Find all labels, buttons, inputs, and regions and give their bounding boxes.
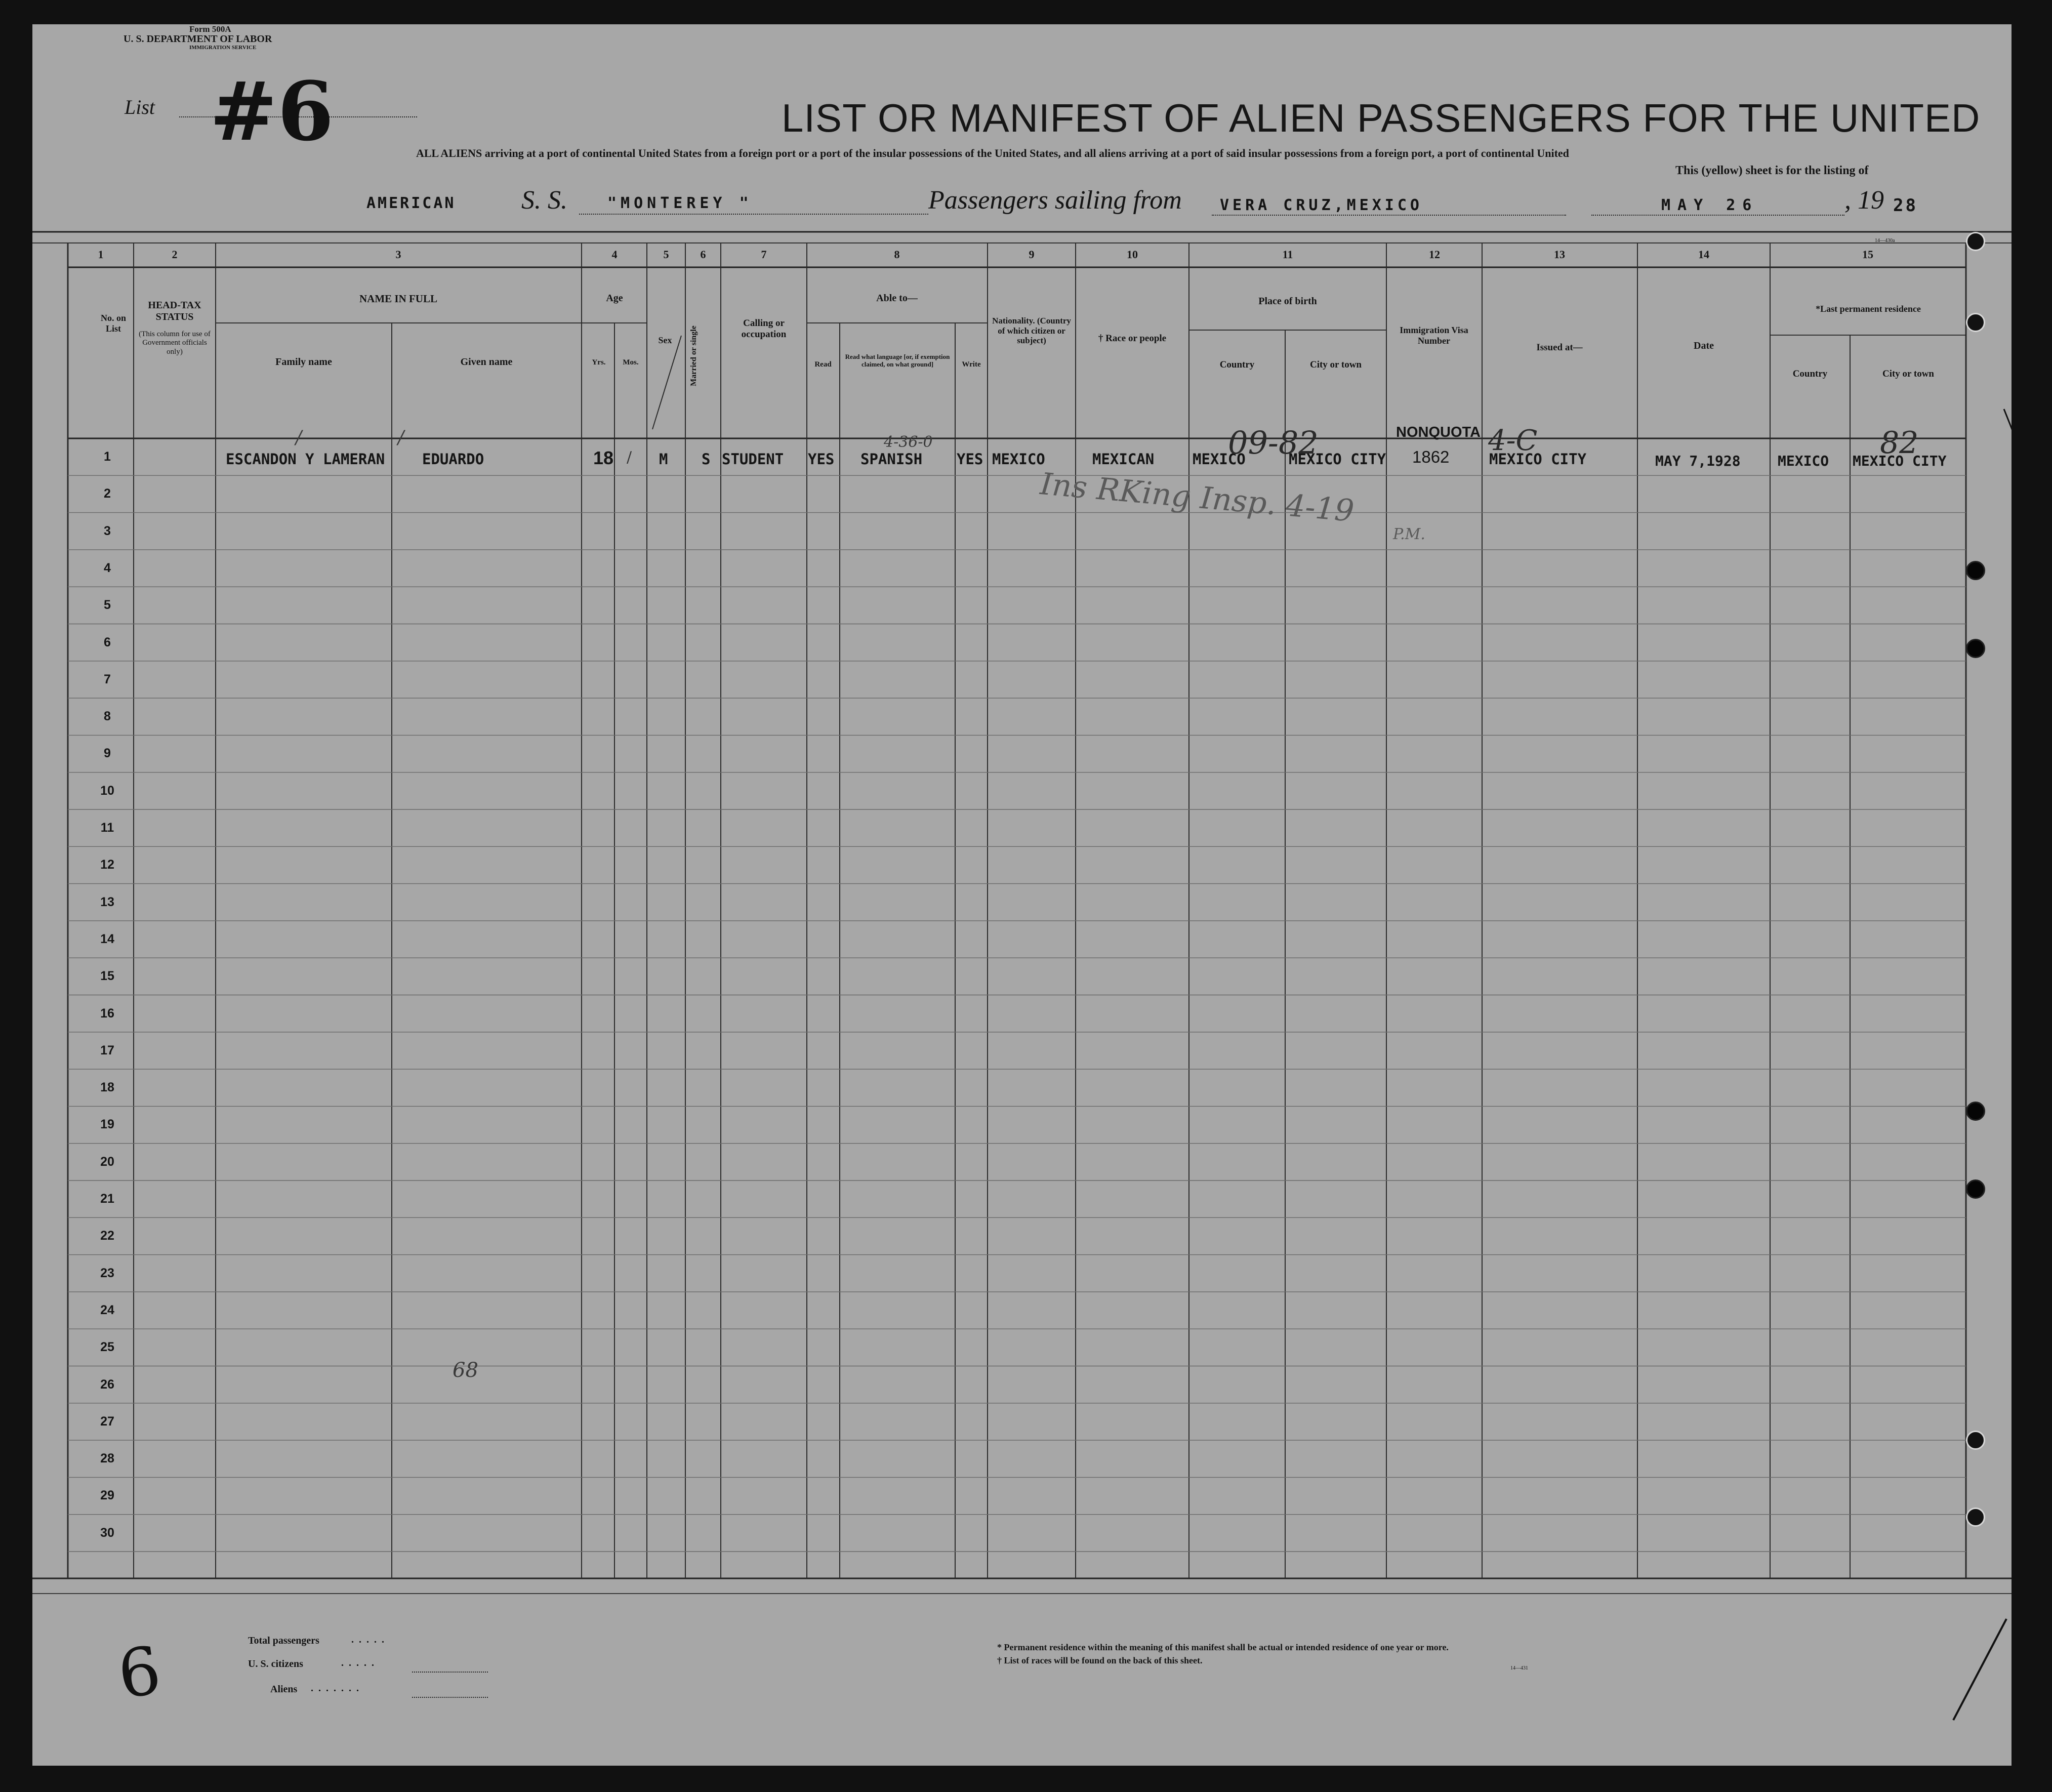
column-number: 5 xyxy=(663,248,669,261)
row-number: 25 xyxy=(100,1340,114,1355)
total-passengers-label: Total passengers xyxy=(248,1635,319,1646)
column-number: 8 xyxy=(894,248,900,261)
row-number: 28 xyxy=(100,1451,114,1466)
department-name: U. S. DEPARTMENT OF LABOR xyxy=(124,33,272,45)
table-grid xyxy=(32,24,2012,1766)
entry-birth-country: MEXICO xyxy=(1193,451,1246,468)
age-checkmark: / xyxy=(627,449,632,466)
column-number: 9 xyxy=(1029,248,1035,261)
entry-marital: S xyxy=(702,451,711,468)
header-last-residence: *Last permanent residence xyxy=(1816,304,1921,314)
header-calling: Calling or occupation xyxy=(741,318,787,340)
year-prefix: , 19 xyxy=(1844,186,1884,215)
departure-port: VERA CRUZ,MEXICO xyxy=(1220,196,1423,214)
header-issued-at: Issued at— xyxy=(1536,342,1583,353)
row-number: 30 xyxy=(100,1525,114,1540)
ss-label: S. S. xyxy=(521,186,567,215)
header-birth-city: City or town xyxy=(1309,359,1362,370)
row-number: 2 xyxy=(104,486,111,501)
header-write: Write xyxy=(962,360,981,369)
page-title: LIST OR MANIFEST OF ALIEN PASSENGERS FOR THE UNITED xyxy=(782,96,1981,140)
tick-mark-family: / xyxy=(296,427,302,448)
aliens-dots: ....... xyxy=(311,1683,364,1694)
row-number: 1 xyxy=(104,450,111,464)
annotation-issued-code: 4-C xyxy=(1488,424,1538,457)
row-number: 10 xyxy=(100,783,114,798)
binder-hole xyxy=(1966,561,1985,580)
entry-language: SPANISH xyxy=(860,451,923,468)
row-number: 21 xyxy=(100,1192,114,1206)
column-number: 14 xyxy=(1698,248,1709,261)
header-res-country: Country xyxy=(1792,369,1828,379)
header-nationality: Nationality. (Country of which citizen or subject) xyxy=(992,316,1071,346)
row-number: 7 xyxy=(104,672,111,686)
column-number: 15 xyxy=(1862,248,1873,261)
row-number: 22 xyxy=(100,1229,114,1243)
year-suffix: 28 xyxy=(1893,195,1918,216)
entry-read: YES xyxy=(808,451,835,468)
header-sex: Sex xyxy=(658,335,672,345)
column-number: 13 xyxy=(1554,248,1565,261)
entry-res-country: MEXICO xyxy=(1778,453,1829,469)
row-number: 18 xyxy=(100,1080,114,1095)
row-number: 14 xyxy=(100,931,114,946)
binder-hole xyxy=(1966,1508,1985,1527)
header-head-tax-note: (This column for use of Government officials only) xyxy=(139,330,211,356)
entry-birth-city: MEXICO CITY xyxy=(1289,451,1386,468)
binder-hole xyxy=(1966,313,1985,332)
row-number: 11 xyxy=(100,821,114,835)
total-passengers-dots: ..... xyxy=(351,1634,389,1645)
footnote-races: † List of races will be found on the back of this sheet. xyxy=(997,1655,1203,1665)
column-number: 2 xyxy=(172,248,178,261)
list-label: List xyxy=(125,96,155,118)
column-number: 12 xyxy=(1429,248,1440,261)
sailing-from-label: Passengers sailing from xyxy=(928,186,1182,215)
header-place-of-birth: Place of birth xyxy=(1258,296,1317,307)
inspector-note-2: P.M. xyxy=(1393,525,1425,543)
row-number: 12 xyxy=(100,858,114,872)
header-able-to: Able to— xyxy=(876,293,918,304)
annotation-residence-code: 82 xyxy=(1880,425,1919,461)
aliens-label: Aliens xyxy=(270,1684,298,1695)
us-citizens-line xyxy=(412,1672,488,1673)
entry-age-years: 18 xyxy=(593,447,614,468)
pencil-mark xyxy=(1953,1619,2006,1720)
entry-sex: M xyxy=(659,451,668,468)
header-age-mos: Mos. xyxy=(623,358,639,366)
header-head-tax: HEAD-TAX STATUS xyxy=(148,300,201,322)
column-number: 11 xyxy=(1282,248,1293,261)
entry-race: MEXICAN xyxy=(1092,451,1155,468)
sex-diagonal xyxy=(652,336,681,429)
column-number: 10 xyxy=(1127,248,1138,261)
header-family-name: Family name xyxy=(275,356,332,368)
entry-given-name: EDUARDO xyxy=(422,451,484,468)
vessel-prefix: AMERICAN xyxy=(366,194,456,212)
header-date: Date xyxy=(1694,340,1714,351)
tick-mark-given: / xyxy=(398,427,404,448)
header-name-in-full: NAME IN FULL xyxy=(359,293,437,305)
annotation-language-code: 4-36-0 xyxy=(884,433,933,451)
row-number: 8 xyxy=(104,709,111,724)
header-age-yrs: Yrs. xyxy=(592,358,606,366)
row-number: 3 xyxy=(104,523,111,538)
binder-hole xyxy=(1966,232,1985,251)
row-number: 23 xyxy=(100,1266,114,1280)
margin-number: 6 xyxy=(113,1631,166,1714)
us-citizens-label: U. S. citizens xyxy=(248,1658,303,1669)
column-number: 7 xyxy=(761,248,767,261)
aliens-line xyxy=(412,1697,488,1698)
row-number: 19 xyxy=(100,1117,114,1132)
port-underline xyxy=(1212,215,1566,216)
row-number: 29 xyxy=(100,1488,114,1503)
header-age: Age xyxy=(606,293,623,304)
row-number: 15 xyxy=(100,969,114,984)
pencil-mark xyxy=(2004,409,2012,460)
header-given-name: Given name xyxy=(460,356,513,368)
column-number: 6 xyxy=(700,248,706,261)
entry-family-name: ESCANDON Y LAMERAN xyxy=(226,451,385,468)
annotation-birth-code: 09-82 xyxy=(1228,424,1319,461)
header-visa-number: Immigration Visa Number xyxy=(1400,325,1468,346)
subtitle-line-1: ALL ALIENS arriving at a port of continental United States from a foreign port or a port of the insular possessions of the United States, and all aliens arriving at a port of said insular possessions from a foreign port, a port of continental United xyxy=(416,147,1569,159)
binder-hole xyxy=(1966,1102,1985,1121)
entry-nationality: MEXICO xyxy=(992,451,1045,468)
corner-code: 14—430a xyxy=(1875,238,1895,243)
entry-write: YES xyxy=(957,451,983,468)
vessel-name: "MONTEREY " xyxy=(607,194,753,212)
entry-issued-at: MEXICO CITY xyxy=(1489,451,1587,468)
row-number: 20 xyxy=(100,1154,114,1169)
header-married-single: Married or single xyxy=(689,325,698,386)
vessel-underline xyxy=(579,214,928,215)
sailing-date: MAY 26 xyxy=(1661,196,1759,214)
binder-hole xyxy=(1966,639,1985,658)
annotation-page-count: 68 xyxy=(453,1359,478,1382)
inspector-note: Ins RKing Insp. 4-19 xyxy=(1039,466,1356,529)
entry-visa-date: MAY 7,1928 xyxy=(1655,453,1741,469)
date-underline xyxy=(1591,215,1844,216)
header-race: † Race or people xyxy=(1098,333,1167,344)
manifest-sheet xyxy=(32,24,2012,1766)
row-number: 5 xyxy=(104,598,111,613)
column-number: 3 xyxy=(395,248,401,261)
footer-code: 14—431 xyxy=(1510,1665,1528,1671)
header-res-city: City or town xyxy=(1882,369,1935,379)
binder-hole xyxy=(1966,1431,1985,1450)
row-number: 27 xyxy=(100,1414,114,1429)
row-number: 9 xyxy=(104,746,111,761)
service-name: IMMIGRATION SERVICE xyxy=(189,45,257,51)
column-number: 1 xyxy=(98,248,104,261)
list-number: #6 xyxy=(210,64,334,159)
row-number: 6 xyxy=(104,635,111,649)
entry-occupation: STUDENT xyxy=(722,451,784,468)
header-read: Read xyxy=(814,360,832,369)
row-number: 13 xyxy=(100,894,114,909)
entry-res-city: MEXICO CITY xyxy=(1853,453,1947,469)
header-read-language: Read what language [or, if exemption claimed, on what ground] xyxy=(845,353,950,368)
row-number: 4 xyxy=(104,560,111,575)
entry-visa-type: NONQUOTA xyxy=(1396,424,1481,440)
us-citizens-dots: ..... xyxy=(341,1657,379,1668)
form-number: Form 500A xyxy=(189,24,231,34)
row-number: 17 xyxy=(100,1043,114,1057)
binder-hole xyxy=(1966,1179,1985,1199)
entry-visa-number: 1862 xyxy=(1412,447,1450,466)
column-number: 4 xyxy=(611,248,618,261)
row-number: 24 xyxy=(100,1302,114,1317)
row-number: 16 xyxy=(100,1006,114,1021)
row-number: 26 xyxy=(100,1377,114,1392)
header-birth-country: Country xyxy=(1219,359,1255,370)
header-no-on-list: No. on List xyxy=(100,313,126,334)
subtitle-line-2: This (yellow) sheet is for the listing of xyxy=(1675,164,1869,177)
footnote-residence: * Permanent residence within the meaning of this manifest shall be actual or intended residence of one year or more. xyxy=(997,1642,1449,1652)
